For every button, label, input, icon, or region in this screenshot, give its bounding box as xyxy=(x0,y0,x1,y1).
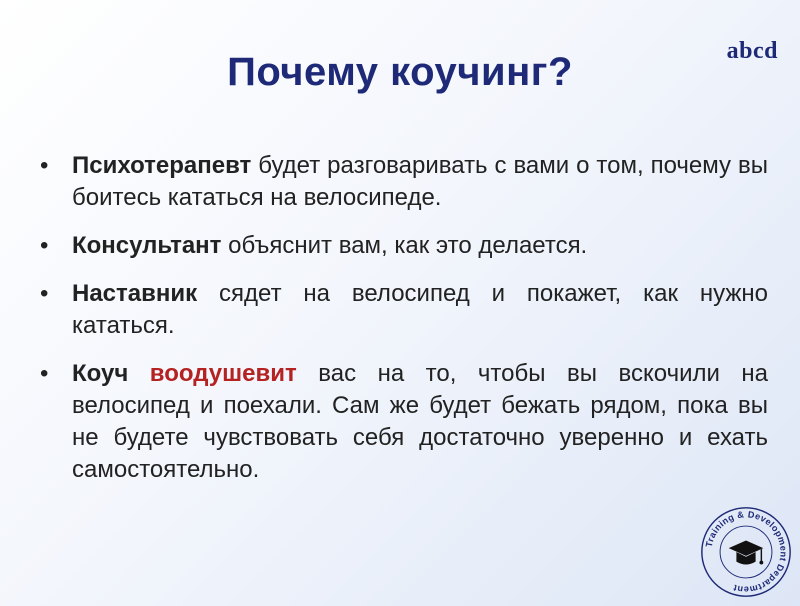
bullet-term: Коуч xyxy=(72,360,129,387)
bullet-body: будет разговаривать с вами о том, почему вы боитесь кататься на велосипеде. xyxy=(72,152,768,211)
training-development-seal-icon xyxy=(698,504,794,600)
bullet-body: сядет на велосипед и покажет, как нужно кататься. xyxy=(72,280,768,339)
bullet-text xyxy=(72,150,768,214)
bullet-item-mentor xyxy=(40,278,768,342)
bullet-dot-icon: • xyxy=(40,360,49,387)
bullet-text xyxy=(72,278,768,342)
graduation-cap-icon xyxy=(729,540,764,564)
bullet-term: Наставник xyxy=(72,280,198,307)
bullet-dot-icon: • xyxy=(40,232,49,259)
bullet-item-consultant xyxy=(40,230,768,262)
bullet-list xyxy=(40,150,768,502)
svg-text:Training & Development Departm: Training & Development Department xyxy=(703,509,789,595)
bullet-item-coach xyxy=(40,358,768,486)
bullet-term: Психотерапевт xyxy=(72,152,252,179)
slide-title: Почему коучинг? xyxy=(227,50,573,94)
bullet-dot-icon: • xyxy=(40,280,49,307)
bullet-text xyxy=(72,358,768,486)
bullet-text xyxy=(72,230,768,262)
bullet-dot-icon: • xyxy=(40,152,49,179)
bullet-item-psychotherapist xyxy=(40,150,768,214)
bullet-body: объяснит вам, как это делается. xyxy=(221,232,588,259)
bullet-body: вас на то, чтобы вы вскочили на велосипед и поехали. Сам же будет бежать рядом, пока вы не будете чувствовать себя достаточно уверенно и ехать самостоятельно. xyxy=(72,360,769,483)
abcd-logo: abcd xyxy=(726,38,778,64)
bullet-accent: воодушевит xyxy=(149,360,297,387)
bullet-term: Консультант xyxy=(72,232,222,259)
